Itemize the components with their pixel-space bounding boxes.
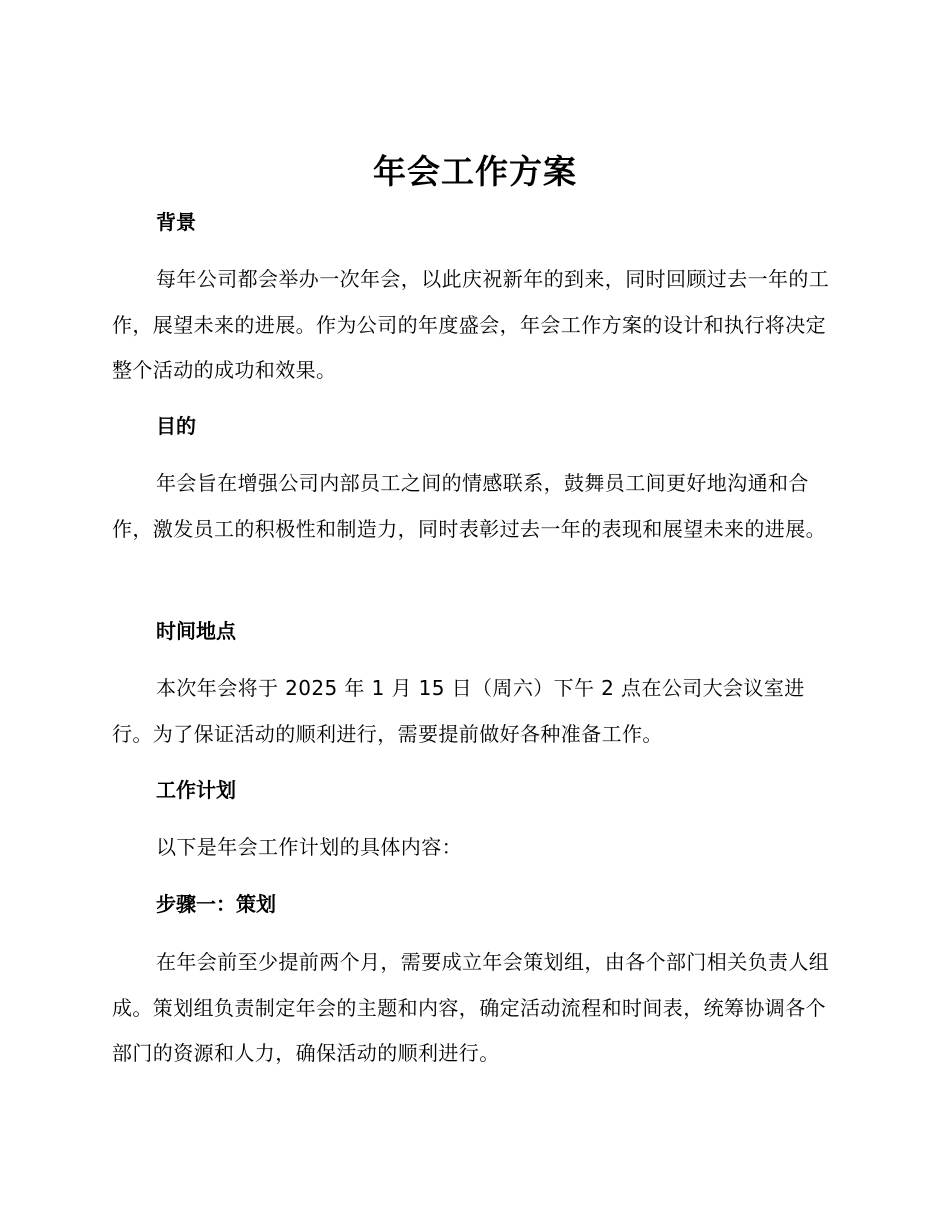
- section-paragraph-work-plan: 以下是年会工作计划的具体内容：: [156, 835, 462, 859]
- section-paragraph-time-place: 本次年会将于 2025 年 1 月 15 日（周六）下午 2 点在公司大会议室进行。为了保证活动的顺利进行，需要提前做好各种准备工作。: [112, 676, 805, 746]
- section-heading-work-plan: 工作计划: [156, 778, 236, 802]
- section-paragraph-purpose: 年会旨在增强公司内部员工之间的情感联系，鼓舞员工间更好地沟通和合作，激发员工的积极性和制造力，同时表彰过去一年的表现和展望未来的进展。: [112, 471, 826, 541]
- section-paragraph-background: 每年公司都会举办一次年会，以此庆祝新年的到来，同时回顾过去一年的工作，展望未来的进展。作为公司的年度盛会，年会工作方案的设计和执行将决定整个活动的成功和效果。: [112, 267, 830, 382]
- section-heading-time-place: 时间地点: [156, 619, 236, 643]
- document-title: 年会工作方案: [373, 152, 577, 191]
- section-heading-step-one: 步骤一：策划: [156, 892, 276, 916]
- section-heading-background: 背景: [156, 210, 196, 234]
- section-paragraph-step-one: 在年会前至少提前两个月，需要成立年会策划组，由各个部门相关负责人组成。策划组负责制定年会的主题和内容，确定活动流程和时间表，统筹协调各个部门的资源和人力，确保活动的顺利进行。: [112, 950, 830, 1065]
- section-heading-purpose: 目的: [156, 414, 196, 438]
